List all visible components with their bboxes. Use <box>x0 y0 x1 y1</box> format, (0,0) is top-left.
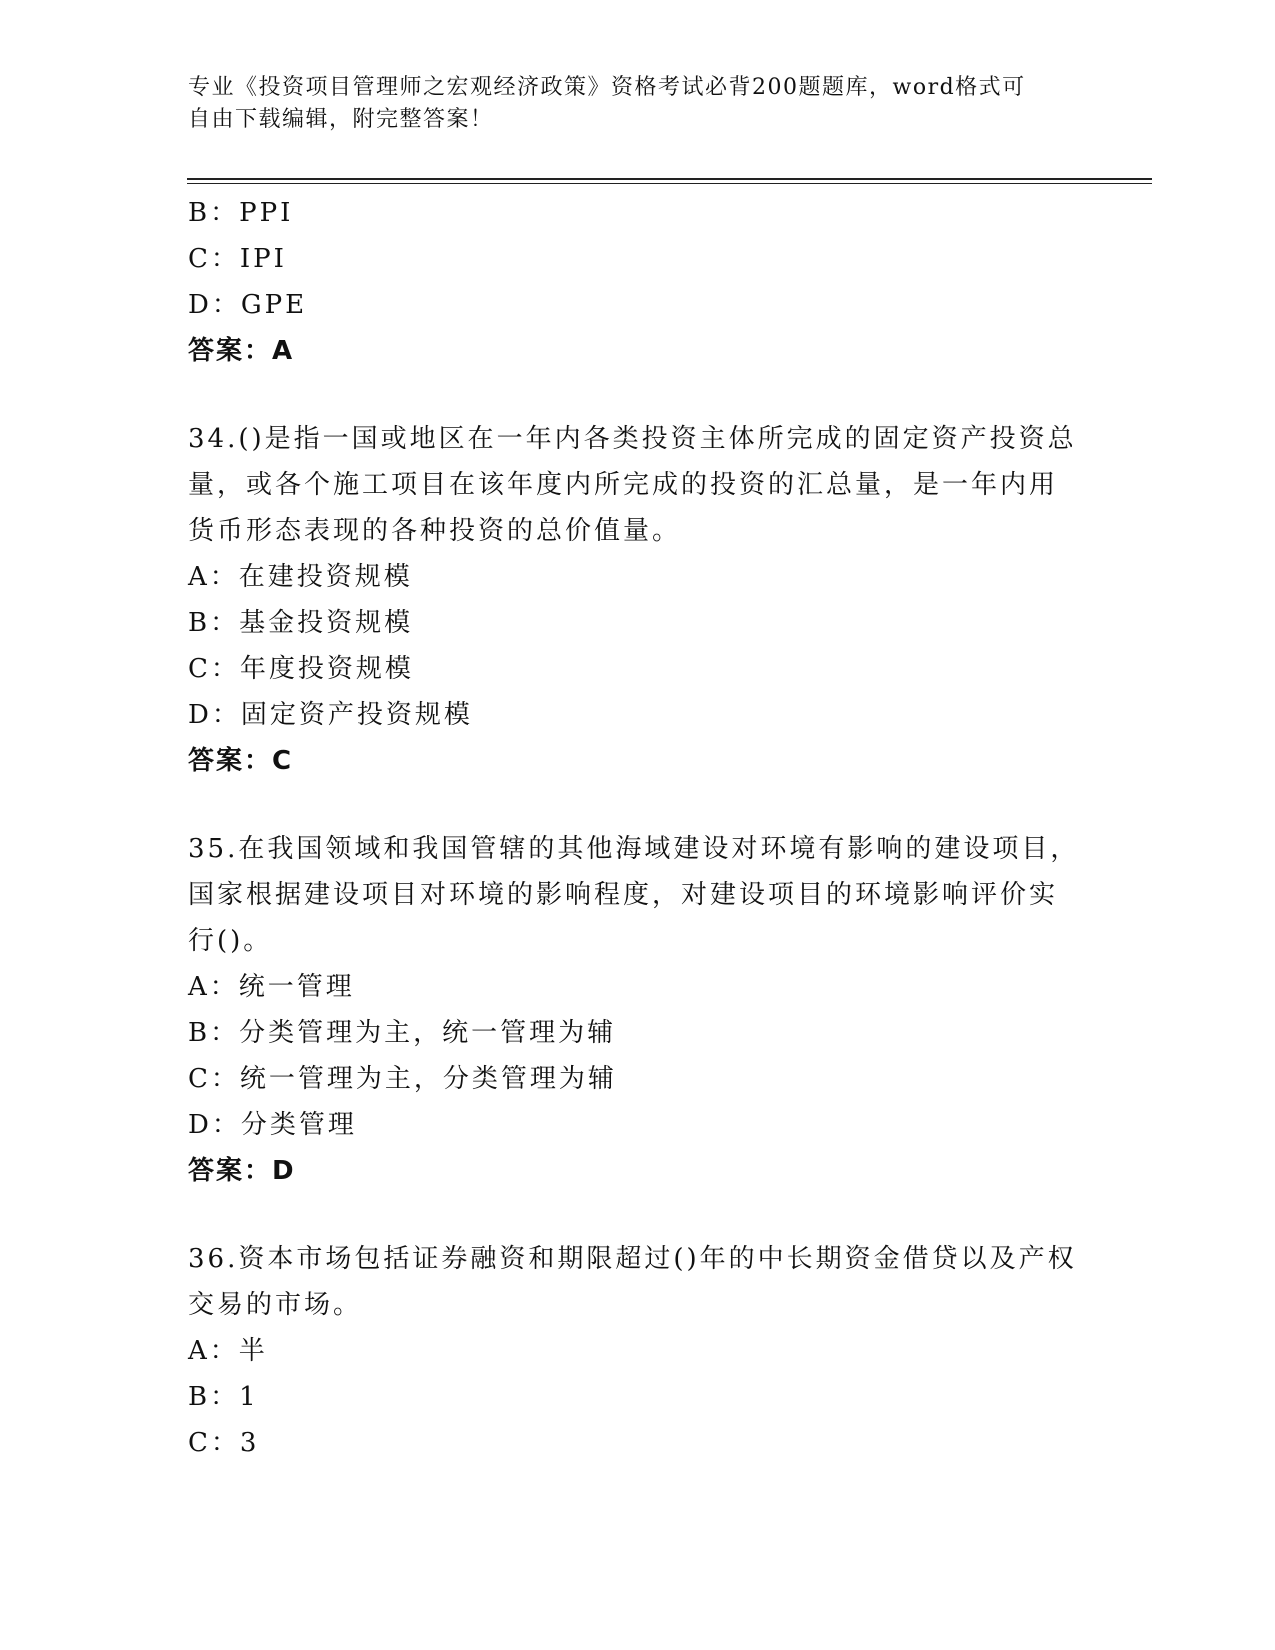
option-a: A：半 <box>188 1336 268 1366</box>
question-text-line: 量，或各个施工项目在该年度内所完成的投资的汇总量，是一年内用 <box>188 470 1059 500</box>
answer: 答案：C <box>188 746 294 776</box>
header-rule-thick <box>187 178 1152 180</box>
answer: 答案：A <box>188 336 295 366</box>
question-text-line: 35.在我国领域和我国管辖的其他海域建设对环境有影响的建设项目， <box>188 834 1080 864</box>
option-c: C：IPI <box>188 244 287 274</box>
header-rule-thin <box>187 183 1152 184</box>
page-header <box>188 72 1088 136</box>
question-36 <box>188 1236 1088 1466</box>
header-line-2: 自由下载编辑，附完整答案！ <box>188 107 494 132</box>
option-c: C：3 <box>188 1428 260 1458</box>
option-d: D：固定资产投资规模 <box>188 700 473 730</box>
question-35 <box>188 826 1088 1194</box>
question-text-line: 交易的市场。 <box>188 1290 363 1320</box>
option-c: C：统一管理为主，分类管理为辅 <box>188 1064 617 1094</box>
question-text-line: 34.()是指一国或地区在一年内各类投资主体所完成的固定资产投资总 <box>188 424 1077 454</box>
question-text-line: 36.资本市场包括证券融资和期限超过()年的中长期资金借贷以及产权 <box>188 1244 1077 1274</box>
option-b: B：基金投资规模 <box>188 608 414 638</box>
document-body <box>188 190 1088 1466</box>
question-text-line: 国家根据建设项目对环境的影响程度，对建设项目的环境影响评价实 <box>188 880 1059 910</box>
question-34 <box>188 416 1088 784</box>
question-text-line: 货币形态表现的各种投资的总价值量。 <box>188 516 682 546</box>
option-a: A：统一管理 <box>188 972 355 1002</box>
previous-question-tail <box>188 190 1088 374</box>
option-d: D：分类管理 <box>188 1110 357 1140</box>
question-text-line: 行()。 <box>188 926 273 956</box>
option-b: B：分类管理为主，统一管理为辅 <box>188 1018 617 1048</box>
option-a: A：在建投资规模 <box>188 562 413 592</box>
option-b: B：1 <box>188 1382 259 1412</box>
option-c: C：年度投资规模 <box>188 654 414 684</box>
option-b: B：PPI <box>188 198 294 228</box>
option-d: D：GPE <box>188 290 308 320</box>
header-line-1: 专业《投资项目管理师之宏观经济政策》资格考试必背200题题库，word格式可 <box>188 75 1026 100</box>
answer: 答案：D <box>188 1156 296 1186</box>
